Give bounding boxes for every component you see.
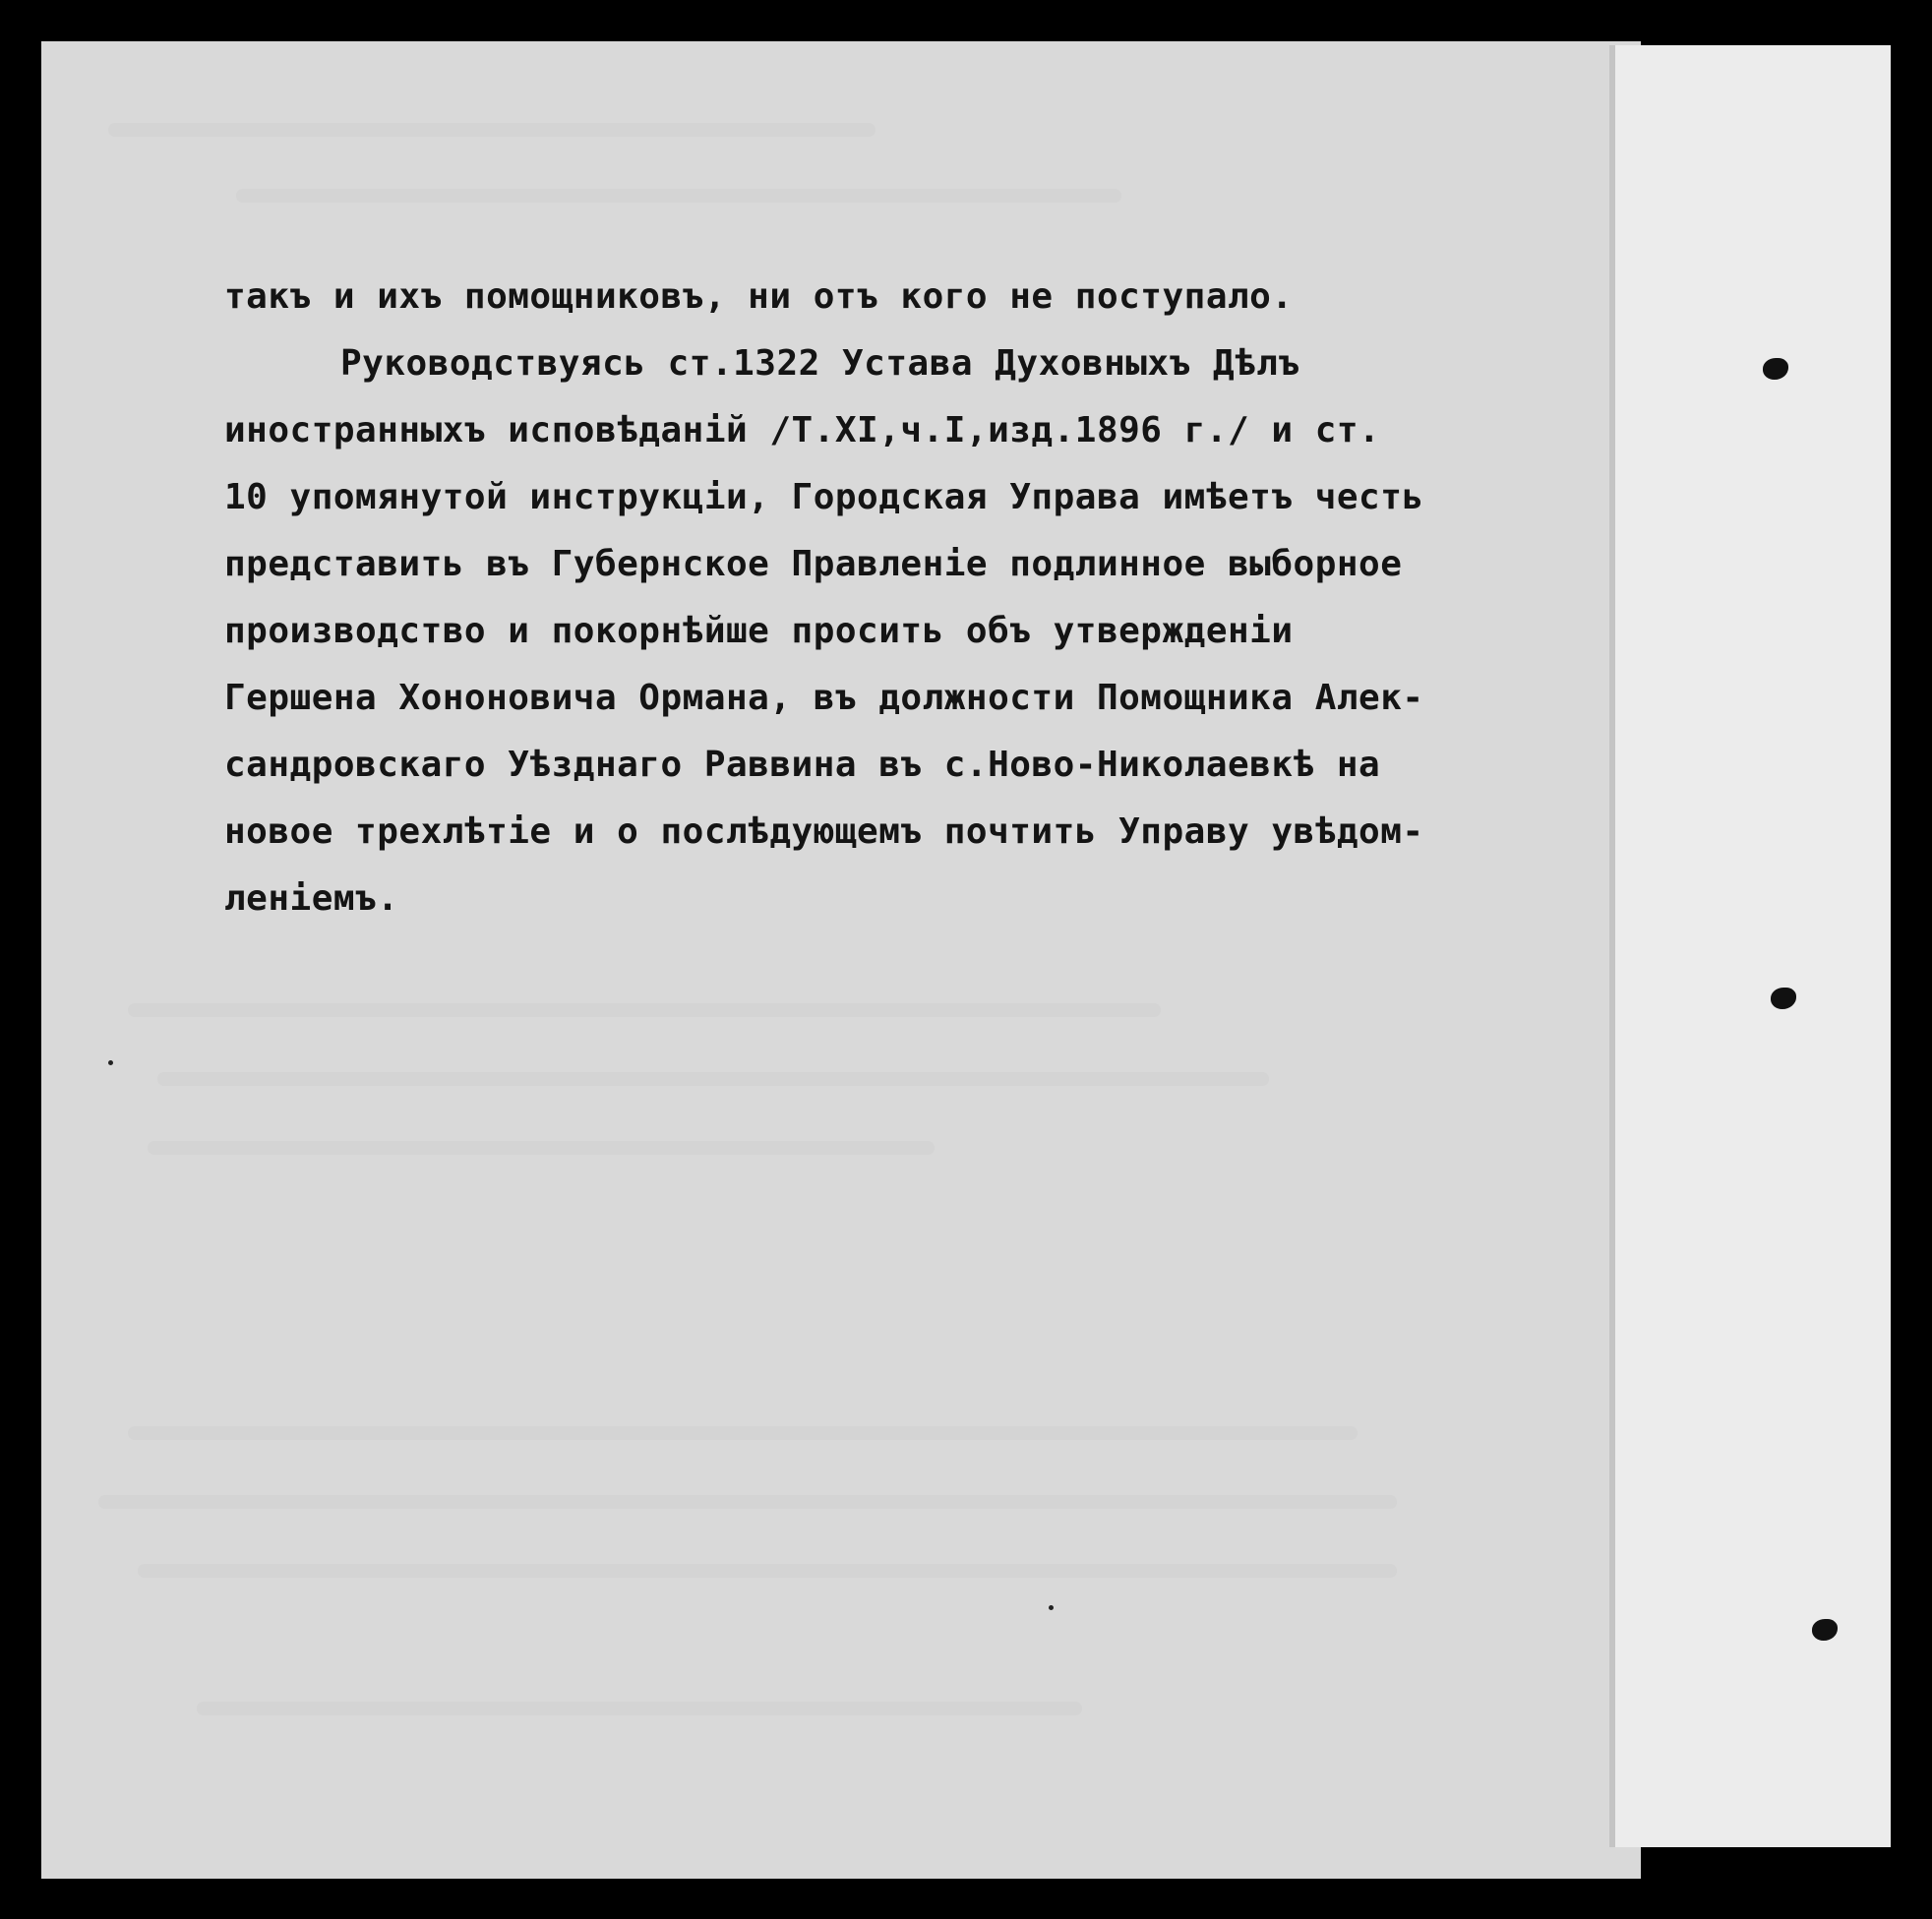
- bleed-through-mark: [148, 1141, 935, 1155]
- bleed-through-mark: [157, 1072, 1269, 1086]
- bleed-through-mark: [128, 1003, 1161, 1017]
- text-line: Гершена Хононовича Ормана, въ должности Помощника Алек-: [224, 678, 1424, 718]
- text-line: представить въ Губернское Правленіе подлинное выборное: [224, 544, 1403, 584]
- ink-speck: [1049, 1605, 1054, 1610]
- text-line: леніемъ.: [224, 878, 399, 919]
- bleed-through-mark: [138, 1564, 1397, 1578]
- text-line: производство и покорнѣйше просить объ утвержденіи: [224, 611, 1294, 651]
- text-line: Руководствуясь ст.1322 Устава Духовныхъ Дѣлъ: [340, 343, 1300, 384]
- paper-edge-strip: [1609, 45, 1891, 1847]
- text-line: иностранныхъ исповѣданій /Т.XI,ч.I,изд.1896 г./ и ст.: [224, 410, 1381, 450]
- text-line: 10 упомянутой инструкціи, Городская Управа имѣетъ честь: [224, 477, 1424, 517]
- text-line: сандровскаго Уѣзднаго Раввина въ с.Ново-Николаевкѣ на: [224, 745, 1381, 785]
- letter-body: [224, 264, 1621, 932]
- bleed-through-mark: [236, 189, 1121, 203]
- text-line: такъ и ихъ помощниковъ, ни отъ кого не поступало.: [224, 276, 1294, 317]
- bleed-through-mark: [197, 1702, 1082, 1715]
- bleed-through-mark: [128, 1426, 1358, 1440]
- bleed-through-mark: [98, 1495, 1397, 1509]
- ink-speck: [108, 1060, 113, 1065]
- bleed-through-mark: [108, 123, 875, 137]
- text-line: новое трехлѣтіе и о послѣдующемъ почтить Управу увѣдом-: [224, 811, 1424, 852]
